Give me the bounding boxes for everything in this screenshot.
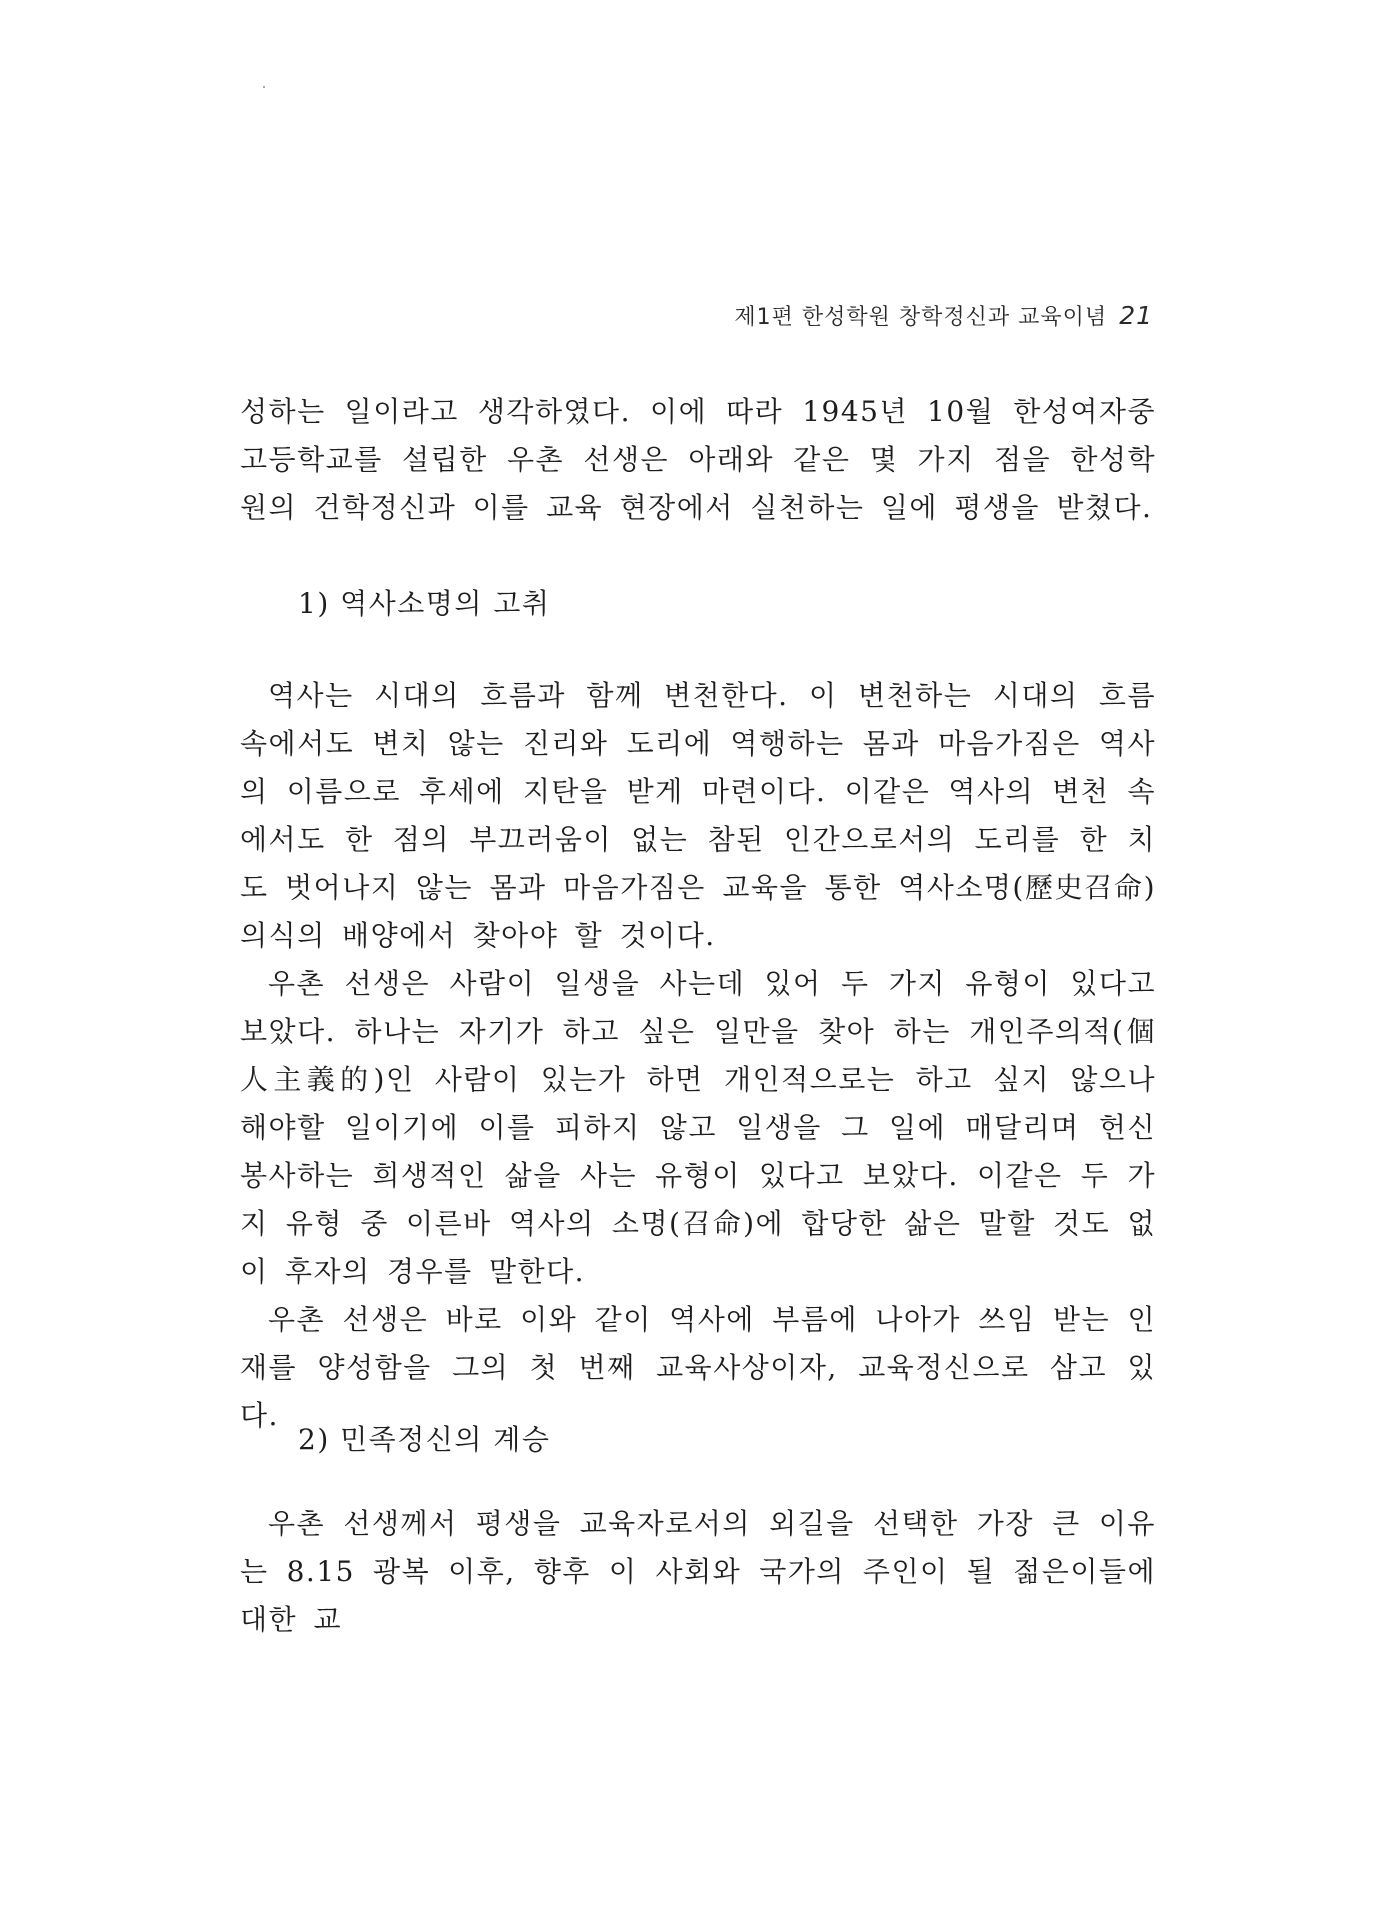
intro-block xyxy=(240,388,1156,532)
section-2-heading: 2) 민족정신의 계승 xyxy=(298,1423,551,1456)
section-1-paragraph-1: 역사는 시대의 흐름과 함께 변천한다. 이 변천하는 시대의 흐름 속에서도 변치 않는 진리와 도리에 역행하는 몸과 마음가짐은 역사의 이름으로 후세에 지탄을 받게 마련이다. 이같은 역사의 변천 속에서도 한 점의 부끄러움이 없는 참된 인간으로서의 도리를 한 치도 벗어나지 않는 몸과 마음가짐은 교육을 통한 역사소명(歷史召命) 의식의 배양에서 찾아야 할 것이다. xyxy=(240,679,1156,952)
section-1-heading: 1) 역사소명의 고취 xyxy=(298,587,551,620)
page-number: 21 xyxy=(1119,301,1153,330)
section-2-body xyxy=(240,1500,1156,1644)
section-1-body xyxy=(240,672,1156,1440)
section-1-paragraph-3: 우촌 선생은 바로 이와 같이 역사에 부름에 나아가 쓰임 받는 인재를 양성함을 그의 첫 번째 교육사상이자, 교육정신으로 삼고 있다. xyxy=(240,1303,1156,1432)
running-header xyxy=(734,300,1153,331)
section-2-paragraph-1: 우촌 선생께서 평생을 교육자로서의 외길을 선택한 가장 큰 이유는 8.15 광복 이후, 향후 이 사회와 국가의 주인이 될 젊은이들에 대한 교 xyxy=(240,1507,1156,1636)
chapter-title: 제1편 한성학원 창학정신과 교육이념 xyxy=(734,305,1108,330)
intro-paragraph: 성하는 일이라고 생각하였다. 이에 따라 1945년 10월 한성여자중고등학교를 설립한 우촌 선생은 아래와 같은 몇 가지 점을 한성학원의 건학정신과 이를 교육 현장에서 실천하는 일에 평생을 받쳤다. xyxy=(240,395,1156,524)
scan-speck xyxy=(263,86,265,88)
section-1-paragraph-2: 우촌 선생은 사람이 일생을 사는데 있어 두 가지 유형이 있다고 보았다. 하나는 자기가 하고 싶은 일만을 찾아 하는 개인주의적(個人主義的)인 사람이 있는가 하면 개인적으로는 하고 싶지 않으나 해야할 일이기에 이를 피하지 않고 일생을 그 일에 매달리며 헌신 봉사하는 희생적인 삶을 사는 유형이 있다고 보았다. 이같은 두 가지 유형 중 이른바 역사의 소명(召命)에 합당한 삶은 말할 것도 없이 후자의 경우를 말한다. xyxy=(240,967,1156,1288)
